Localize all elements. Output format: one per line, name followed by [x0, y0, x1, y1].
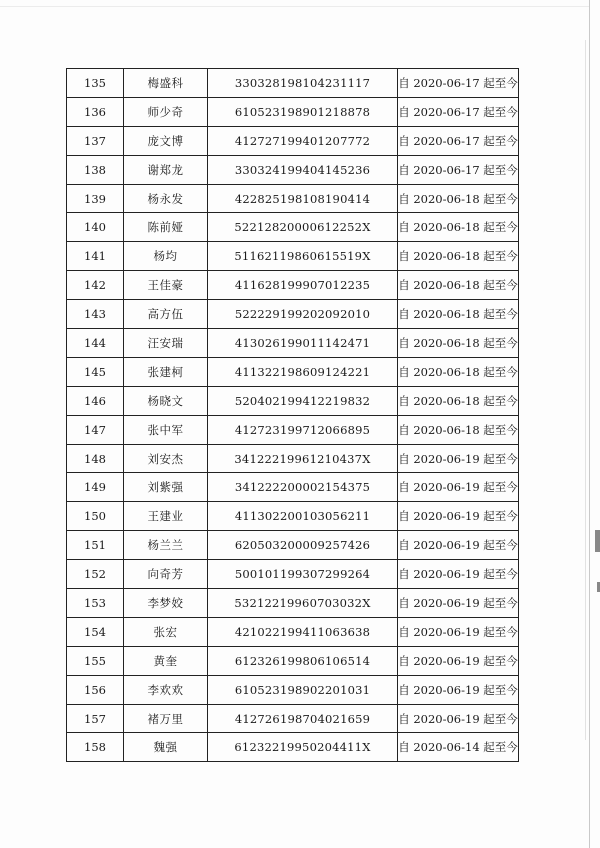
row-number: 152 [67, 560, 124, 589]
person-name: 张宏 [124, 617, 208, 646]
start-date: 自 2020-06-19 起至今 [398, 531, 519, 560]
id-number: 422825198108190414 [208, 184, 398, 213]
person-name: 杨晓文 [124, 386, 208, 415]
id-number: 522229199202092010 [208, 300, 398, 329]
id-number: 330328198104231117 [208, 69, 398, 98]
id-number: 520402199412219832 [208, 386, 398, 415]
table-row [67, 444, 519, 473]
scan-right-shadow [585, 40, 586, 740]
row-number: 141 [67, 242, 124, 271]
table-row [67, 97, 519, 126]
person-name: 魏强 [124, 733, 208, 762]
table-row [67, 242, 519, 271]
person-name: 张中军 [124, 415, 208, 444]
roster-table [66, 68, 519, 762]
start-date: 自 2020-06-17 起至今 [398, 126, 519, 155]
person-name: 褚万里 [124, 704, 208, 733]
id-number: 330324199404145236 [208, 155, 398, 184]
start-date: 自 2020-06-18 起至今 [398, 386, 519, 415]
start-date: 自 2020-06-14 起至今 [398, 733, 519, 762]
person-name: 师少奇 [124, 97, 208, 126]
start-date: 自 2020-06-18 起至今 [398, 242, 519, 271]
table-row [67, 646, 519, 675]
table-row [67, 357, 519, 386]
table-row [67, 675, 519, 704]
start-date: 自 2020-06-19 起至今 [398, 675, 519, 704]
person-name: 李欢欢 [124, 675, 208, 704]
table-row [67, 733, 519, 762]
table-row [67, 69, 519, 98]
person-name: 杨均 [124, 242, 208, 271]
start-date: 自 2020-06-18 起至今 [398, 415, 519, 444]
start-date: 自 2020-06-18 起至今 [398, 329, 519, 358]
row-number: 155 [67, 646, 124, 675]
start-date: 自 2020-06-17 起至今 [398, 69, 519, 98]
person-name: 李梦姣 [124, 589, 208, 618]
row-number: 148 [67, 444, 124, 473]
person-name: 陈前娅 [124, 213, 208, 242]
row-number: 143 [67, 300, 124, 329]
start-date: 自 2020-06-17 起至今 [398, 97, 519, 126]
table-row [67, 271, 519, 300]
start-date: 自 2020-06-19 起至今 [398, 704, 519, 733]
person-name: 黄奎 [124, 646, 208, 675]
person-name: 庞文博 [124, 126, 208, 155]
scan-top-edge [0, 6, 590, 7]
person-name: 刘安杰 [124, 444, 208, 473]
id-number: 341222200002154375 [208, 473, 398, 502]
row-number: 135 [67, 69, 124, 98]
table-row [67, 415, 519, 444]
start-date: 自 2020-06-19 起至今 [398, 560, 519, 589]
row-number: 139 [67, 184, 124, 213]
start-date: 自 2020-06-18 起至今 [398, 357, 519, 386]
person-name: 梅盛科 [124, 69, 208, 98]
start-date: 自 2020-06-19 起至今 [398, 646, 519, 675]
person-name: 杨兰兰 [124, 531, 208, 560]
id-number: 612326199806106514 [208, 646, 398, 675]
id-number: 500101199307299264 [208, 560, 398, 589]
row-number: 142 [67, 271, 124, 300]
row-number: 158 [67, 733, 124, 762]
id-number: 620503200009257426 [208, 531, 398, 560]
id-number: 51162119860615519X [208, 242, 398, 271]
person-name: 王佳豪 [124, 271, 208, 300]
start-date: 自 2020-06-18 起至今 [398, 300, 519, 329]
person-name: 高方伍 [124, 300, 208, 329]
row-number: 140 [67, 213, 124, 242]
roster-table-body [67, 69, 519, 762]
table-row [67, 126, 519, 155]
id-number: 61232219950204411X [208, 733, 398, 762]
id-number: 610523198902201031 [208, 675, 398, 704]
row-number: 157 [67, 704, 124, 733]
table-row [67, 589, 519, 618]
id-number: 610523198901218878 [208, 97, 398, 126]
start-date: 自 2020-06-19 起至今 [398, 617, 519, 646]
row-number: 144 [67, 329, 124, 358]
table-row [67, 300, 519, 329]
id-number: 412726198704021659 [208, 704, 398, 733]
row-number: 153 [67, 589, 124, 618]
person-name: 向奇芳 [124, 560, 208, 589]
table-row [67, 184, 519, 213]
table-row [67, 213, 519, 242]
row-number: 146 [67, 386, 124, 415]
table-row [67, 155, 519, 184]
start-date: 自 2020-06-18 起至今 [398, 184, 519, 213]
id-number: 34122219961210437X [208, 444, 398, 473]
id-number: 421022199411063638 [208, 617, 398, 646]
person-name: 刘紫强 [124, 473, 208, 502]
row-number: 150 [67, 502, 124, 531]
scan-right-edge [589, 0, 590, 848]
id-number: 53212219960703032X [208, 589, 398, 618]
start-date: 自 2020-06-17 起至今 [398, 155, 519, 184]
table-row [67, 473, 519, 502]
person-name: 汪安瑞 [124, 329, 208, 358]
start-date: 自 2020-06-18 起至今 [398, 271, 519, 300]
person-name: 王建业 [124, 502, 208, 531]
start-date: 自 2020-06-19 起至今 [398, 444, 519, 473]
table-row [67, 502, 519, 531]
person-name: 张建柯 [124, 357, 208, 386]
start-date: 自 2020-06-19 起至今 [398, 473, 519, 502]
id-number: 412723199712066895 [208, 415, 398, 444]
start-date: 自 2020-06-19 起至今 [398, 589, 519, 618]
table-row [67, 329, 519, 358]
row-number: 145 [67, 357, 124, 386]
id-number: 412727199401207772 [208, 126, 398, 155]
row-number: 136 [67, 97, 124, 126]
row-number: 151 [67, 531, 124, 560]
id-number: 52212820000612252X [208, 213, 398, 242]
table-row [67, 704, 519, 733]
id-number: 411302200103056211 [208, 502, 398, 531]
id-number: 411628199907012235 [208, 271, 398, 300]
row-number: 156 [67, 675, 124, 704]
row-number: 138 [67, 155, 124, 184]
id-number: 411322198609124221 [208, 357, 398, 386]
start-date: 自 2020-06-19 起至今 [398, 502, 519, 531]
table-row [67, 386, 519, 415]
start-date: 自 2020-06-18 起至今 [398, 213, 519, 242]
id-number: 413026199011142471 [208, 329, 398, 358]
row-number: 154 [67, 617, 124, 646]
row-number: 137 [67, 126, 124, 155]
person-name: 谢郑龙 [124, 155, 208, 184]
row-number: 147 [67, 415, 124, 444]
person-name: 杨永发 [124, 184, 208, 213]
table-row [67, 560, 519, 589]
table-row [67, 617, 519, 646]
scan-margin-mark [595, 530, 600, 552]
row-number: 149 [67, 473, 124, 502]
table-row [67, 531, 519, 560]
